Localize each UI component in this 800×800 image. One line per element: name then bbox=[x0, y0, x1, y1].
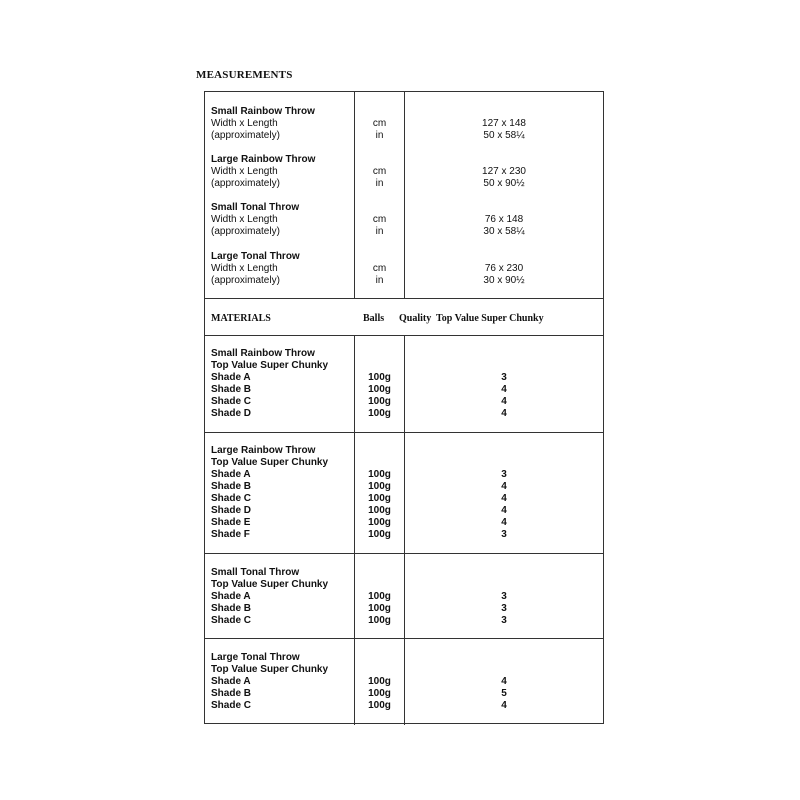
weights bbox=[355, 469, 404, 541]
throw-name: Large Tonal Throw bbox=[211, 652, 300, 663]
unit-cm: cm bbox=[372, 118, 387, 129]
shade-label: Shade B bbox=[211, 384, 252, 395]
unit-cm: cm bbox=[372, 214, 387, 225]
shade-label: Shade C bbox=[211, 396, 252, 407]
measurement-label bbox=[211, 251, 300, 287]
value-cm: 127 x 148 bbox=[482, 118, 526, 129]
measurement-values bbox=[405, 118, 603, 142]
weight-value: 100g bbox=[368, 615, 391, 626]
ball-count: 4 bbox=[501, 481, 507, 492]
unit-in: in bbox=[375, 226, 384, 237]
measurement-units bbox=[355, 166, 404, 190]
throw-name: Small Rainbow Throw bbox=[211, 348, 315, 359]
value-cm: 76 x 148 bbox=[484, 214, 524, 225]
measurement-units bbox=[355, 118, 404, 142]
ball-counts bbox=[405, 469, 603, 541]
value-in: 50 x 90½ bbox=[483, 178, 525, 189]
shade-label: Shade A bbox=[211, 591, 251, 602]
unit-in: in bbox=[375, 130, 384, 141]
throw-name: Large Rainbow Throw bbox=[211, 445, 316, 456]
materials-label bbox=[211, 567, 328, 627]
approx-label: (approximately) bbox=[211, 178, 280, 189]
value-in: 30 x 90½ bbox=[483, 275, 525, 286]
measurement-label bbox=[211, 154, 315, 190]
yarn-name: Top Value Super Chunky bbox=[211, 360, 329, 371]
dims-label: Width x Length bbox=[211, 118, 278, 129]
ball-counts bbox=[405, 372, 603, 420]
shade-label: Shade A bbox=[211, 469, 251, 480]
value-cm: 76 x 230 bbox=[484, 263, 524, 274]
ball-count: 4 bbox=[501, 700, 507, 711]
throw-name: Small Tonal Throw bbox=[211, 567, 300, 578]
shade-label: Shade C bbox=[211, 700, 252, 711]
weights bbox=[355, 591, 404, 627]
weight-value: 100g bbox=[368, 493, 391, 504]
dims-label: Width x Length bbox=[211, 214, 278, 225]
ball-count: 3 bbox=[501, 603, 507, 614]
approx-label: (approximately) bbox=[211, 130, 280, 141]
weight-value: 100g bbox=[368, 676, 391, 687]
yarn-name: Top Value Super Chunky bbox=[211, 457, 329, 468]
shade-label: Shade E bbox=[211, 517, 251, 528]
weights bbox=[355, 372, 404, 420]
shade-label: Shade C bbox=[211, 493, 252, 504]
shade-label: Shade B bbox=[211, 603, 252, 614]
ball-count: 4 bbox=[501, 517, 507, 528]
dims-label: Width x Length bbox=[211, 166, 278, 177]
yarn-name: Top Value Super Chunky bbox=[211, 664, 329, 675]
weight-value: 100g bbox=[368, 700, 391, 711]
ball-count: 4 bbox=[501, 384, 507, 395]
ball-count: 4 bbox=[501, 408, 507, 419]
ball-count: 3 bbox=[501, 469, 507, 480]
ball-counts bbox=[405, 591, 603, 627]
ball-count: 3 bbox=[501, 591, 507, 602]
weight-value: 100g bbox=[368, 481, 391, 492]
measurement-values bbox=[405, 214, 603, 238]
throw-name: Large Rainbow Throw bbox=[211, 154, 316, 165]
weight-value: 100g bbox=[368, 469, 391, 480]
dims-label: Width x Length bbox=[211, 263, 278, 274]
weight-value: 100g bbox=[368, 396, 391, 407]
ball-count: 3 bbox=[501, 372, 507, 383]
shade-label: Shade B bbox=[211, 688, 252, 699]
shade-label: Shade A bbox=[211, 676, 251, 687]
weight-value: 100g bbox=[368, 688, 391, 699]
ball-counts bbox=[405, 676, 603, 712]
materials-heading: MATERIALS bbox=[211, 313, 271, 324]
weights bbox=[355, 676, 404, 712]
shade-label: Shade C bbox=[211, 615, 252, 626]
shade-label: Shade D bbox=[211, 505, 252, 516]
pattern-table bbox=[204, 91, 604, 724]
shade-label: Shade D bbox=[211, 408, 252, 419]
measurement-label bbox=[211, 106, 315, 142]
ball-count: 4 bbox=[501, 493, 507, 504]
ball-count: 3 bbox=[501, 615, 507, 626]
materials-label bbox=[211, 652, 328, 712]
materials-label bbox=[211, 348, 328, 420]
shade-label: Shade F bbox=[211, 529, 250, 540]
yarn-name: Top Value Super Chunky bbox=[211, 579, 329, 590]
measurement-values bbox=[405, 263, 603, 287]
value-cm: 127 x 230 bbox=[482, 166, 526, 177]
weight-value: 100g bbox=[368, 603, 391, 614]
balls-heading: Balls bbox=[363, 313, 385, 324]
unit-in: in bbox=[375, 275, 384, 286]
ball-count: 5 bbox=[501, 688, 507, 699]
throw-name: Small Tonal Throw bbox=[211, 202, 300, 213]
weight-value: 100g bbox=[368, 408, 391, 419]
measurement-units bbox=[355, 214, 404, 238]
weight-value: 100g bbox=[368, 591, 391, 602]
weight-value: 100g bbox=[368, 529, 391, 540]
divider bbox=[205, 298, 603, 299]
weight-value: 100g bbox=[368, 372, 391, 383]
approx-label: (approximately) bbox=[211, 226, 280, 237]
unit-in: in bbox=[375, 178, 384, 189]
throw-name: Small Rainbow Throw bbox=[211, 106, 315, 117]
quality-heading: Quality Top Value Super Chunky bbox=[399, 313, 544, 324]
approx-label: (approximately) bbox=[211, 275, 280, 286]
shade-label: Shade B bbox=[211, 481, 252, 492]
weight-value: 100g bbox=[368, 384, 391, 395]
ball-count: 4 bbox=[501, 505, 507, 516]
unit-cm: cm bbox=[372, 263, 387, 274]
value-in: 30 x 58¼ bbox=[483, 226, 525, 237]
ball-count: 4 bbox=[501, 676, 507, 687]
materials-label bbox=[211, 445, 328, 541]
unit-cm: cm bbox=[372, 166, 387, 177]
ball-count: 4 bbox=[501, 396, 507, 407]
measurement-label bbox=[211, 202, 299, 238]
shade-label: Shade A bbox=[211, 372, 251, 383]
value-in: 50 x 58¼ bbox=[483, 130, 525, 141]
measurement-values bbox=[405, 166, 603, 190]
weight-value: 100g bbox=[368, 505, 391, 516]
throw-name: Large Tonal Throw bbox=[211, 251, 300, 262]
ball-count: 3 bbox=[501, 529, 507, 540]
weight-value: 100g bbox=[368, 517, 391, 528]
measurement-units bbox=[355, 263, 404, 287]
page-title: MEASUREMENTS bbox=[196, 69, 293, 81]
